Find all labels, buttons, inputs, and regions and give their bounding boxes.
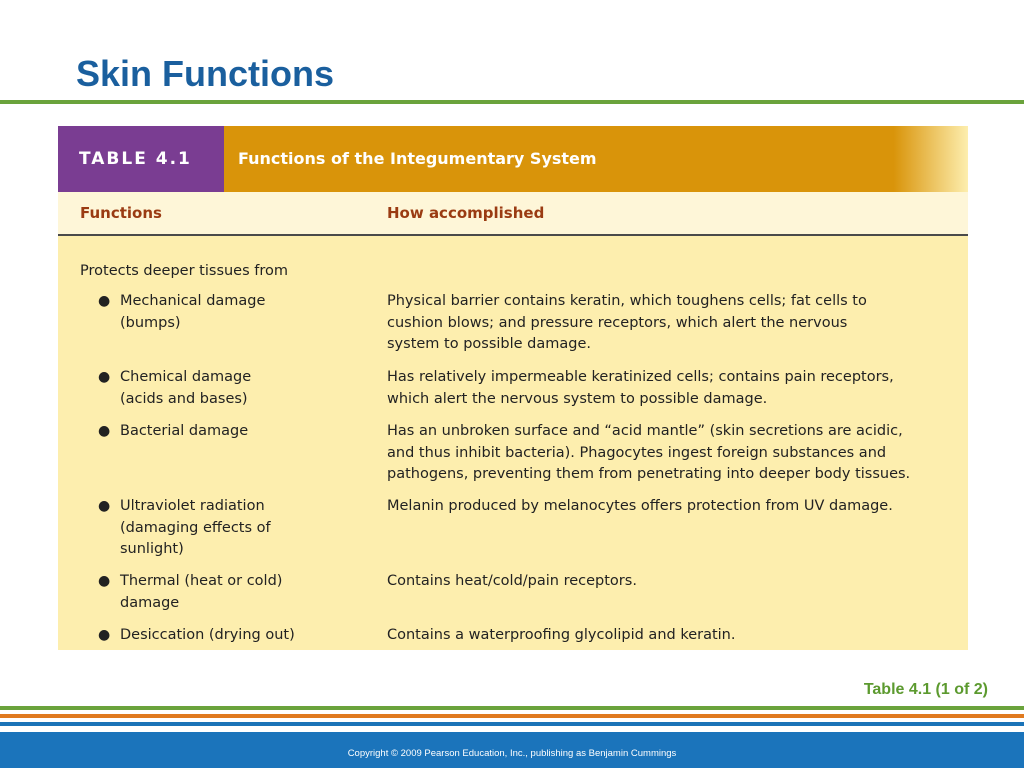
how-line: system to possible damage. [387,336,592,352]
how-line: which alert the nervous system to possible damage. [387,390,768,407]
function-line: Mechanical damage [120,293,266,309]
footer-stripe-orange [0,714,1024,718]
bullet-icon: ● [98,498,111,514]
function-line: (acids and bases) [120,390,248,407]
how-line: pathogens, preventing them from penetrating into deeper body tissues. [387,466,911,482]
table-number-tag: TABLE 4.1 [58,126,224,192]
column-header-functions: Functions [80,204,162,222]
how-cell [387,421,957,486]
table-4-1 [58,126,968,650]
title-divider [0,100,1024,104]
how-line: Physical barrier contains keratin, which toughens cells; fat cells to [387,293,867,309]
function-line: Thermal (heat or cold) [120,573,283,589]
how-line: and thus inhibit bacteria). Phagocytes ingest foreign substances and [387,444,887,461]
function-cell [120,421,370,443]
how-line: Melanin produced by melanocytes offers protection from UV damage. [387,498,893,514]
how-line: Contains a waterproofing glycolipid and keratin. [387,627,736,643]
how-line: Has an unbroken surface and “acid mantle” (skin secretions are acidic, [387,423,903,439]
table-header [58,126,968,192]
bullet-icon: ● [98,293,111,309]
function-line: Ultraviolet radiation [120,498,265,514]
column-header-row [58,192,968,236]
function-cell [120,496,370,561]
function-cell [120,367,370,410]
how-line: Has relatively impermeable keratinized cells; contains pain receptors, [387,369,894,385]
footer-band [0,732,1024,768]
copyright-text: Copyright © 2009 Pearson Education, Inc., publishing as Benjamin Cummings [347,748,677,759]
bullet-icon: ● [98,423,111,439]
function-line: (damaging effects of [120,519,271,536]
footer-stripe-green [0,706,1024,710]
function-line: Desiccation (drying out) [120,627,295,643]
column-header-how-accomplished: How accomplished [387,204,545,222]
how-cell [387,367,957,410]
table-reference-label: Table 4.1 (1 of 2) [863,681,988,698]
function-cell [120,625,370,647]
table-caption: Functions of the Integumentary System [224,126,968,192]
how-cell [387,291,957,356]
bullet-icon: ● [98,627,111,643]
function-line: sunlight) [120,541,184,557]
function-line: Bacterial damage [120,423,249,439]
how-line: Contains heat/cold/pain receptors. [387,573,637,589]
how-line: cushion blows; and pressure receptors, which alert the nervous [387,314,848,331]
how-cell [387,496,957,518]
how-cell [387,625,957,647]
footer-stripe-blue [0,722,1024,726]
slide-title: Skin Functions [76,53,335,94]
bullet-icon: ● [98,573,111,589]
function-cell [120,291,370,334]
function-line: Chemical damage [120,369,252,385]
lead-text: Protects deeper tissues from [80,263,289,279]
function-line: (bumps) [120,314,181,331]
how-cell [387,571,957,593]
bullet-icon: ● [98,369,111,385]
function-line: damage [120,594,180,611]
function-cell [120,571,370,614]
